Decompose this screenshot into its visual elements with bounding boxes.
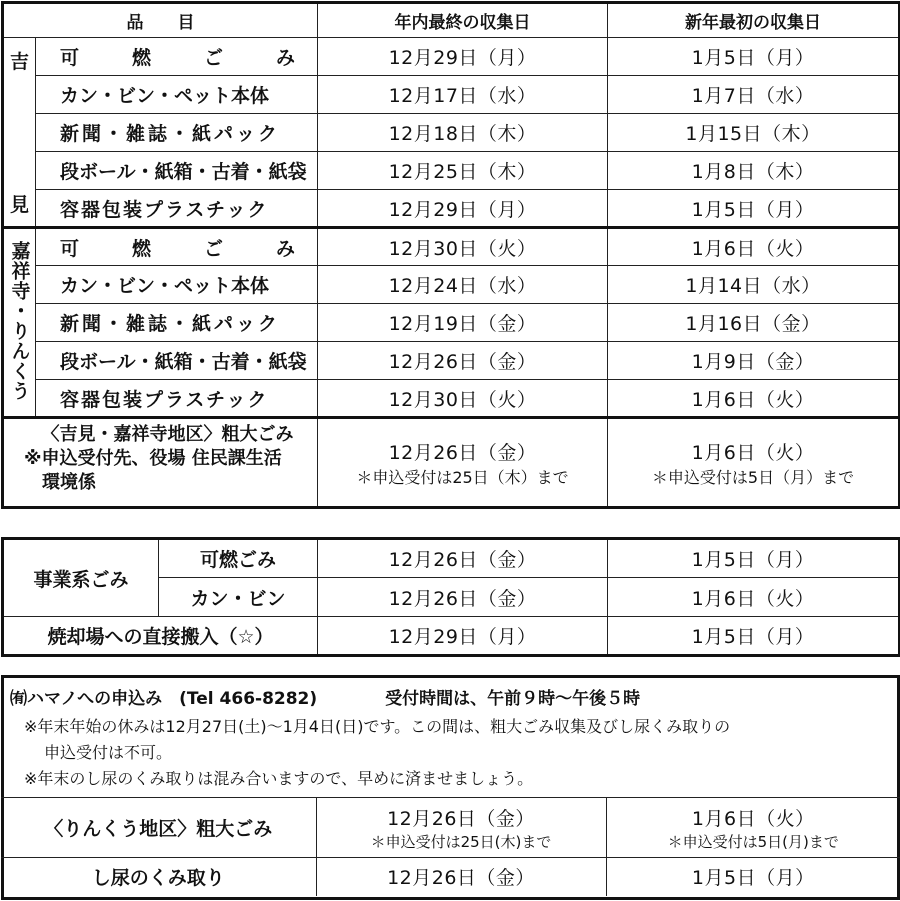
last-date: 12月18日（木） [318, 114, 608, 152]
hamano-contact-line: ㈲ハマノへの申込み (Tel 466-8282) 受付時間は、午前９時〜午後５時 [10, 689, 641, 709]
last-date: 12月26日（金） [316, 858, 606, 896]
hamano-schedule-table [1, 797, 900, 896]
bulky-last-date: 12月26日（金） [388, 441, 537, 464]
bulky-note-cont: 環境係 [42, 472, 96, 493]
rinku-first-cell [606, 798, 900, 858]
area-label-bottom: 見 [9, 194, 29, 216]
hamano-note: ※年末のし尿のくみ取りは混み合いますので、早めに済ませましょう。 [24, 769, 534, 788]
first-date: 1月14日（水） [608, 266, 900, 304]
last-date: 12月19日（金） [318, 304, 608, 342]
collection-schedule-table [1, 1, 900, 509]
table-row [3, 38, 900, 76]
first-date: 1月5日（月） [606, 858, 900, 896]
item-char: 可 [60, 47, 80, 69]
first-date: 1月5日（月） [608, 190, 900, 228]
table-row [3, 152, 900, 190]
item-char: 可 [60, 237, 80, 260]
last-date: 12月30日（火） [318, 380, 608, 418]
table-row [1, 858, 900, 896]
area-label-yoshimi [3, 38, 36, 228]
table-row [3, 380, 900, 418]
first-date: 1月7日（水） [608, 76, 900, 114]
table-row [3, 304, 900, 342]
item-cell: 可燃ごみ [159, 539, 318, 578]
first-date: 1月5日（月） [608, 539, 900, 578]
area-label: 嘉祥寺・りんくう [8, 240, 31, 401]
bulky-note: ※申込受付先、役場 住民課生活 [24, 448, 282, 469]
first-date: 1月6日（火） [608, 380, 900, 418]
item-char: ご [203, 47, 223, 69]
business-group-label: 事業系ごみ [3, 539, 159, 617]
item-cell: 新聞・雑誌・紙パック [36, 114, 318, 152]
last-date: 12月26日（金） [318, 539, 608, 578]
bulky-last-cell [318, 418, 608, 508]
last-date: 12月30日（火） [318, 228, 608, 266]
last-date: 12月29日（月） [318, 190, 608, 228]
header-first-collection: 新年最初の収集日 [608, 3, 900, 38]
table-row [3, 342, 900, 380]
first-date: 1月16日（金） [608, 304, 900, 342]
area-label-kashoji-rinku [3, 228, 36, 418]
area-label-top: 吉 [9, 51, 29, 73]
item-cell: 新聞・雑誌・紙パック [36, 304, 318, 342]
item-cell: 容器包装プラスチック [36, 190, 318, 228]
last-date: 12月29日（月） [318, 617, 608, 656]
item-cell: 段ボール・紙箱・古着・紙袋 [36, 152, 318, 190]
item-cell: 〈りんくう地区〉粗大ごみ [1, 798, 316, 858]
last-date: 12月17日（水） [318, 76, 608, 114]
rinku-last-cell [316, 798, 606, 858]
header-last-collection: 年内最終の収集日 [318, 3, 608, 38]
item-char: 燃 [131, 237, 151, 260]
bulky-first-note: ＊申込受付は5日（月）まで [651, 467, 855, 487]
first-date: 1月8日（木） [608, 152, 900, 190]
header-item: 品 目 [3, 3, 318, 38]
first-date: 1月5日（月） [608, 617, 900, 656]
first-date: 1月6日（火） [608, 228, 900, 266]
bulky-first-date: 1月6日（火） [691, 441, 815, 464]
item-cell: カン・ビン・ペット本体 [36, 76, 318, 114]
bulky-title: 〈吉見・嘉祥寺地区〉粗大ごみ [41, 424, 294, 445]
table-header-row [3, 3, 900, 38]
hamano-note: ※年末年始の休みは12月27日(土)〜1月4日(日)です。この間は、粗大ごみ収集及びし尿くみ取りの [24, 717, 731, 736]
table-row [3, 228, 900, 266]
last-date: 12月29日（月） [318, 38, 608, 76]
item-cell: 焼却場への直接搬入（☆） [3, 617, 318, 656]
table-row [3, 617, 900, 656]
table-row [3, 266, 900, 304]
item-cell: 容器包装プラスチック [36, 380, 318, 418]
first-date: 1月6日（火） [608, 578, 900, 617]
last-date: 12月26日（金） [318, 578, 608, 617]
item-char: み [275, 237, 295, 260]
item-char: 燃 [131, 47, 151, 69]
table-row [3, 76, 900, 114]
bulky-last-note: ＊申込受付は25日（木）まで [356, 467, 569, 487]
item-cell: し尿のくみ取り [1, 858, 316, 896]
bulky-item-cell [3, 418, 318, 508]
item-cell: カン・ビン [159, 578, 318, 617]
last-date: 12月24日（水） [318, 266, 608, 304]
table-row [1, 798, 900, 858]
hamano-note-cont: 申込受付は不可。 [44, 743, 173, 762]
item-cell [36, 228, 318, 266]
item-cell: カン・ビン・ペット本体 [36, 266, 318, 304]
rinku-last-date: 12月26日（金） [387, 807, 535, 830]
item-char: み [275, 47, 295, 69]
last-date: 12月25日（木） [318, 152, 608, 190]
item-char: ご [203, 237, 223, 260]
table-row [3, 190, 900, 228]
table-row [3, 539, 900, 578]
business-waste-table [1, 537, 900, 657]
bulky-first-cell [608, 418, 900, 508]
item-cell: 段ボール・紙箱・古着・紙袋 [36, 342, 318, 380]
last-date: 12月26日（金） [318, 342, 608, 380]
first-date: 1月9日（金） [608, 342, 900, 380]
rinku-first-note: ＊申込受付は5日(月)まで [667, 832, 839, 851]
table-row [3, 114, 900, 152]
rinku-first-date: 1月6日（火） [691, 807, 815, 830]
table-row-bulky [3, 418, 900, 508]
first-date: 1月5日（月） [608, 38, 900, 76]
rinku-last-note: ＊申込受付は25日(木)まで [370, 832, 552, 851]
item-cell [36, 38, 318, 76]
first-date: 1月15日（木） [608, 114, 900, 152]
hamano-section [1, 675, 900, 900]
